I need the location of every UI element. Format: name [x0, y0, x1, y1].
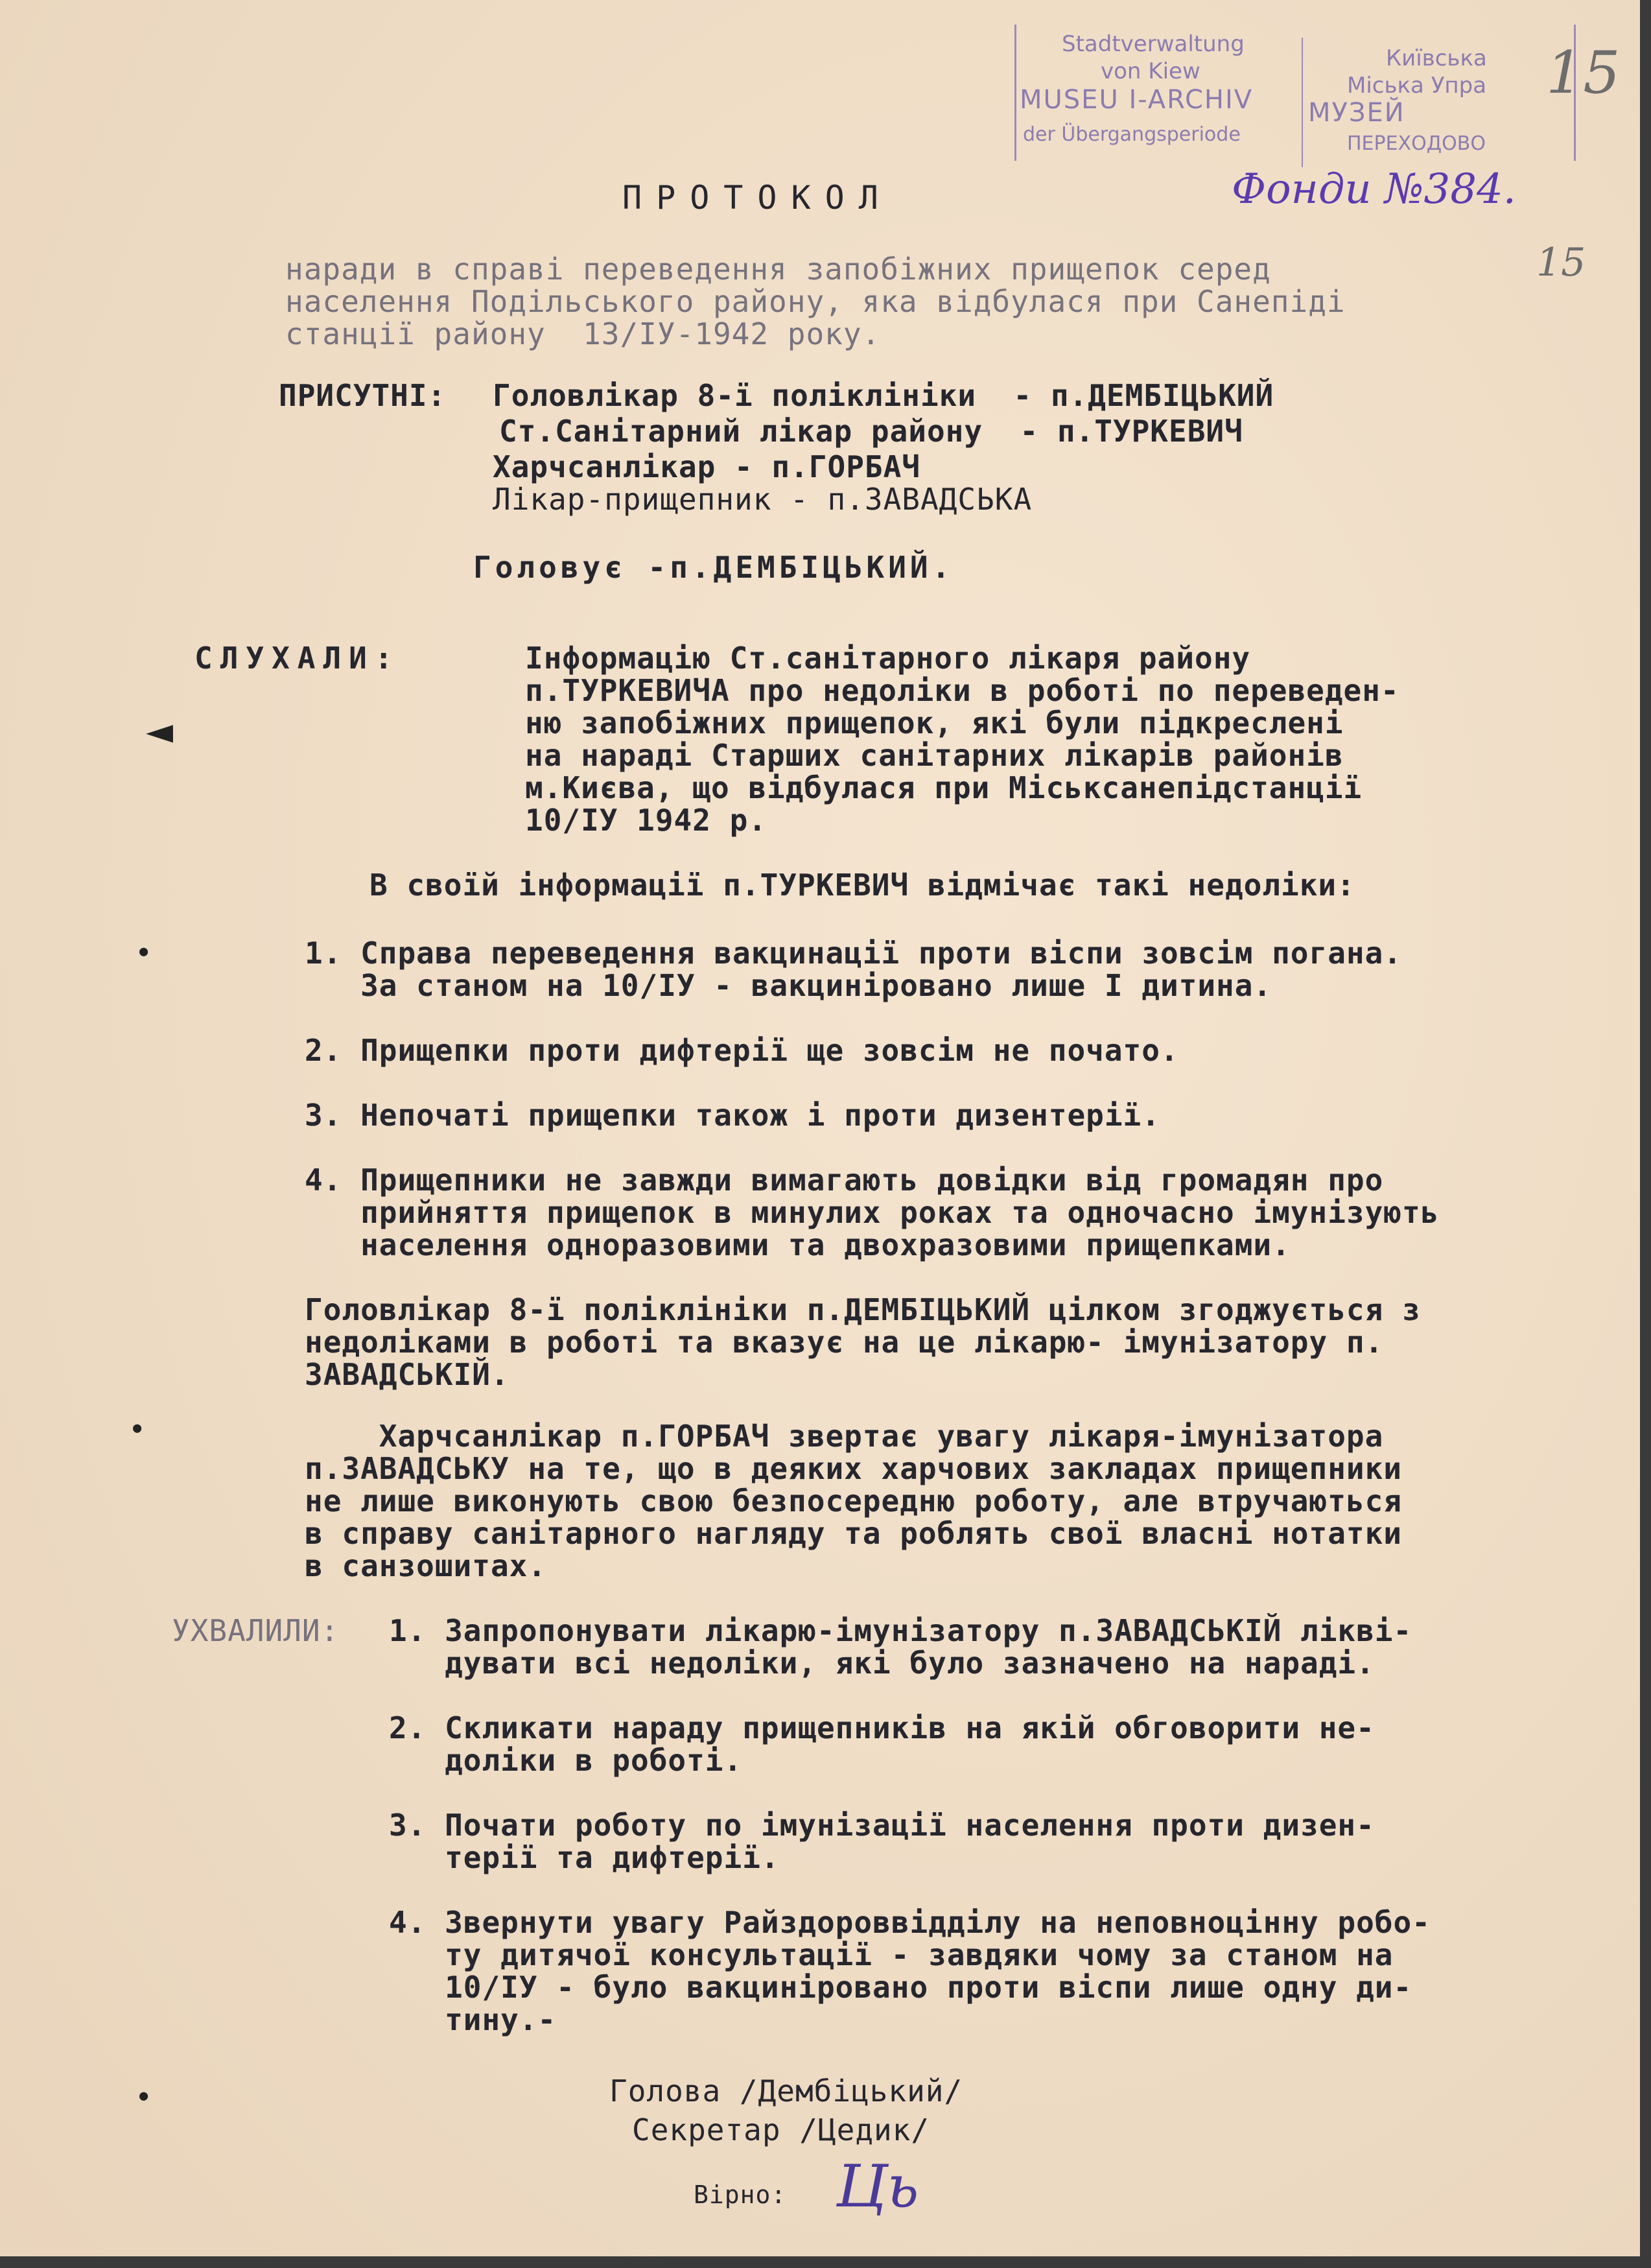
heard-line: Інформацію Ст.санітарного лікаря району [525, 641, 1251, 676]
stamp-left-line2: von Kiew [1101, 58, 1200, 84]
signature-secretary: Секретар /Цедик/ [632, 2112, 930, 2147]
paragraph-line: п.ЗАВАДСЬКУ на те, що в деяких харчових закладах прищепники [305, 1451, 1402, 1486]
heard-line: 10/IУ 1942 р. [525, 803, 767, 838]
resolution-item: ту дитячої консультації - завдяки чому за станом на [389, 1937, 1394, 1972]
present-entry: Лікар-прищепник - п.ЗАВАДСЬКА [493, 482, 1033, 517]
stamp-left-line4: der Übergangsperiode [1023, 123, 1241, 146]
archive-stamp [1014, 25, 1576, 161]
shortcoming-item: 4. Прищепники не завжди вимагають довідки від громадян про [305, 1163, 1384, 1198]
heard-line: на нараді Старших санітарних лікарів районів [525, 738, 1344, 773]
intro-line: населення Подільського району, яка відбулася при Санепіді [285, 284, 1346, 319]
margin-dot-mark: ● [133, 1420, 142, 1436]
margin-dot-mark: ● [139, 943, 148, 960]
shortcoming-item: 1. Справа переведення вакцинації проти віспи зовсім погана. [305, 936, 1402, 971]
stamp-right-line3: МУЗЕЙ [1308, 98, 1405, 128]
signature-handwritten: Ць [836, 2153, 919, 2221]
resolution-item: дувати всі недоліки, які було зазначено на нараді. [389, 1646, 1375, 1681]
resolution-item: 3. Почати роботу по імунізації населення проти дизен- [389, 1808, 1375, 1843]
stamp-left-line1: Stadtverwaltung [1062, 31, 1245, 57]
present-entry: Головлікар 8-ї поліклініки - п.ДЕМБІЦЬКИЙ [493, 378, 1274, 413]
resolution-item: 4. Звернути увагу Райздороввідділу на неповноцінну робо- [389, 1905, 1431, 1940]
document-title: ПРОТОКОЛ [622, 179, 893, 217]
resolution-item: тину.- [389, 2002, 557, 2037]
fond-note-handwritten: Фонди №384. [1232, 165, 1516, 213]
present-entry: Харчсанлікар - п.ГОРБАЧ [493, 449, 920, 484]
paragraph-line: недоліками в роботі та вказує на це лікарю- імунізатору п. [305, 1325, 1384, 1360]
stamp-right-line2: Міська Упра [1347, 73, 1487, 99]
paragraph-line: не лише виконують свою безпосередню роботу, але втручаються [305, 1483, 1402, 1518]
shortcoming-item: 2. Прищепки проти дифтерії ще зовсім не почато. [305, 1033, 1179, 1068]
paragraph-line: в справу санітарного нагляду та роблять свої власні нотатки [305, 1516, 1402, 1551]
paragraph-line: в санзошитах. [305, 1548, 547, 1583]
paragraph-line: ЗАВАДСЬКІЙ. [305, 1357, 509, 1392]
intro-line: наради в справі переведення запобіжних прищепок серед [285, 252, 1271, 287]
resolution-item: доліки в роботі. [389, 1743, 743, 1778]
stamp-divider [1302, 38, 1303, 167]
resolved-label: УХВАЛИЛИ: [172, 1613, 340, 1648]
resolution-item: 10/IУ - було вакциніровано проти віспи лише одну ди- [389, 1970, 1412, 2005]
resolution-item: 1. Запропонувати лікарю-імунізатору п.ЗАВАДСЬКІЙ ліквi- [389, 1613, 1412, 1648]
paragraph-line: Харчсанлікар п.ГОРБАЧ звертає увагу лікаря-імунізатора [305, 1419, 1384, 1454]
paragraph-line: Головлікар 8-ї поліклініки п.ДЕМБІЦЬКИЙ цілком згоджується з [305, 1292, 1421, 1327]
margin-arrow-mark: ◄ [146, 703, 174, 757]
intro-line: станції району 13/IУ-1942 року. [285, 316, 881, 351]
present-label: ПРИСУТНІ: [279, 378, 447, 413]
resolution-item: терії та дифтерії. [389, 1840, 780, 1875]
stamp-left-line3: MUSEU I-ARCHIV [1020, 85, 1254, 115]
stamp-right-line4: ПЕРЕХОДОВО [1347, 132, 1486, 155]
heard-line: м.Києва, що відбулася при Міськсанепідстанції [525, 770, 1363, 805]
info-intro: В своїй інформації п.ТУРКЕВИЧ відмічає такі недоліки: [369, 868, 1355, 903]
heard-line: п.ТУРКЕВИЧА про недоліки в роботі по переведен- [525, 673, 1399, 708]
shortcoming-item: населення одноразовими та двохразовими прищепками. [305, 1227, 1291, 1262]
corner-number-pencil: 15 [1536, 240, 1586, 285]
shortcoming-item: 3. Непочаті прищепки також і проти дизентерії. [305, 1098, 1160, 1133]
stamp-right-line1: Київська [1386, 45, 1487, 71]
page-number-pencil: 15 [1546, 39, 1621, 107]
heard-line: ню запобіжних прищепок, які були підкреслені [525, 705, 1344, 740]
shortcoming-item: За станом на 10/IУ - вакциніровано лише I дитина. [305, 968, 1272, 1003]
certified-label: Вiрно: [694, 2180, 787, 2209]
present-entry: Ст.Санітарний лікар району - п.ТУРКЕВИЧ [499, 414, 1243, 449]
shortcoming-item: прийняття прищепок в минулих роках та одночасно імунізують [305, 1195, 1440, 1230]
resolution-item: 2. Скликати нараду прищепників на якій обговорити не- [389, 1710, 1375, 1745]
signature-chair: Голова /Дембіцький/ [609, 2073, 963, 2109]
chair-line: Головує -п.ДЕМБІЦЬКИЙ. [473, 550, 954, 585]
heard-label: СЛУХАЛИ: [194, 641, 401, 676]
margin-dot-mark: ● [139, 2088, 148, 2104]
